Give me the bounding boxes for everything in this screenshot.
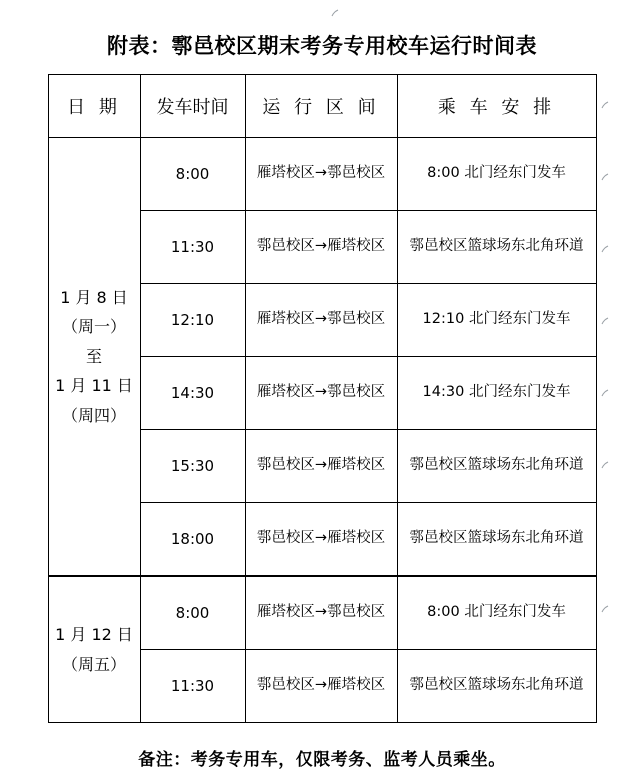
table-header (48, 75, 596, 138)
cell-departure-time: 11:30 (140, 211, 245, 284)
cell-route: 雁塔校区→鄠邑校区 (245, 576, 397, 650)
cell-route: 雁塔校区→鄠邑校区 (245, 357, 397, 430)
table-row (48, 576, 596, 650)
cell-boarding: 8:00 北门经东门发车 (397, 138, 596, 211)
cell-route: 鄠邑校区→雁塔校区 (245, 650, 397, 723)
table-row (48, 138, 596, 211)
column-header-boarding: 乘 车 安 排 (397, 75, 596, 138)
cell-route: 鄠邑校区→雁塔校区 (245, 430, 397, 503)
scan-mark-icon (600, 604, 610, 614)
cell-departure-time: 11:30 (140, 650, 245, 723)
table-header-row (48, 75, 596, 138)
cell-departure-time: 8:00 (140, 576, 245, 650)
column-header-route: 运 行 区 间 (245, 75, 397, 138)
bus-schedule-table (48, 74, 597, 723)
scan-mark-icon (600, 460, 610, 470)
cell-boarding: 14:30 北门经东门发车 (397, 357, 596, 430)
cell-boarding: 鄠邑校区篮球场东北角环道 (397, 503, 596, 577)
cell-boarding: 鄠邑校区篮球场东北角环道 (397, 211, 596, 284)
cell-boarding: 8:00 北门经东门发车 (397, 576, 596, 650)
scan-mark-icon (600, 388, 610, 398)
footnote: 备注：考务专用车，仅限考务、监考人员乘坐。 (138, 750, 506, 770)
scan-mark-icon (600, 316, 610, 326)
cell-date: 1 月 8 日 （周一） 至 1 月 11 日 （周四） (48, 138, 140, 577)
scan-mark-icon (600, 172, 610, 182)
cell-departure-time: 18:00 (140, 503, 245, 577)
scan-mark-icon (600, 100, 610, 110)
table-body (48, 138, 596, 723)
cell-departure-time: 8:00 (140, 138, 245, 211)
scan-mark-icon (600, 244, 610, 254)
cell-route: 雁塔校区→鄠邑校区 (245, 284, 397, 357)
cell-departure-time: 15:30 (140, 430, 245, 503)
page-title: 附表：鄠邑校区期末考务专用校车运行时间表 (107, 34, 537, 58)
cell-route: 鄠邑校区→雁塔校区 (245, 503, 397, 577)
column-header-departure-time: 发车时间 (140, 75, 245, 138)
cell-route: 鄠邑校区→雁塔校区 (245, 211, 397, 284)
cell-boarding: 鄠邑校区篮球场东北角环道 (397, 650, 596, 723)
cell-departure-time: 14:30 (140, 357, 245, 430)
column-header-date: 日 期 (48, 75, 140, 138)
cell-route: 雁塔校区→鄠邑校区 (245, 138, 397, 211)
cell-boarding: 12:10 北门经东门发车 (397, 284, 596, 357)
cell-departure-time: 12:10 (140, 284, 245, 357)
cell-boarding: 鄠邑校区篮球场东北角环道 (397, 430, 596, 503)
cell-date: 1 月 12 日 （周五） (48, 576, 140, 723)
